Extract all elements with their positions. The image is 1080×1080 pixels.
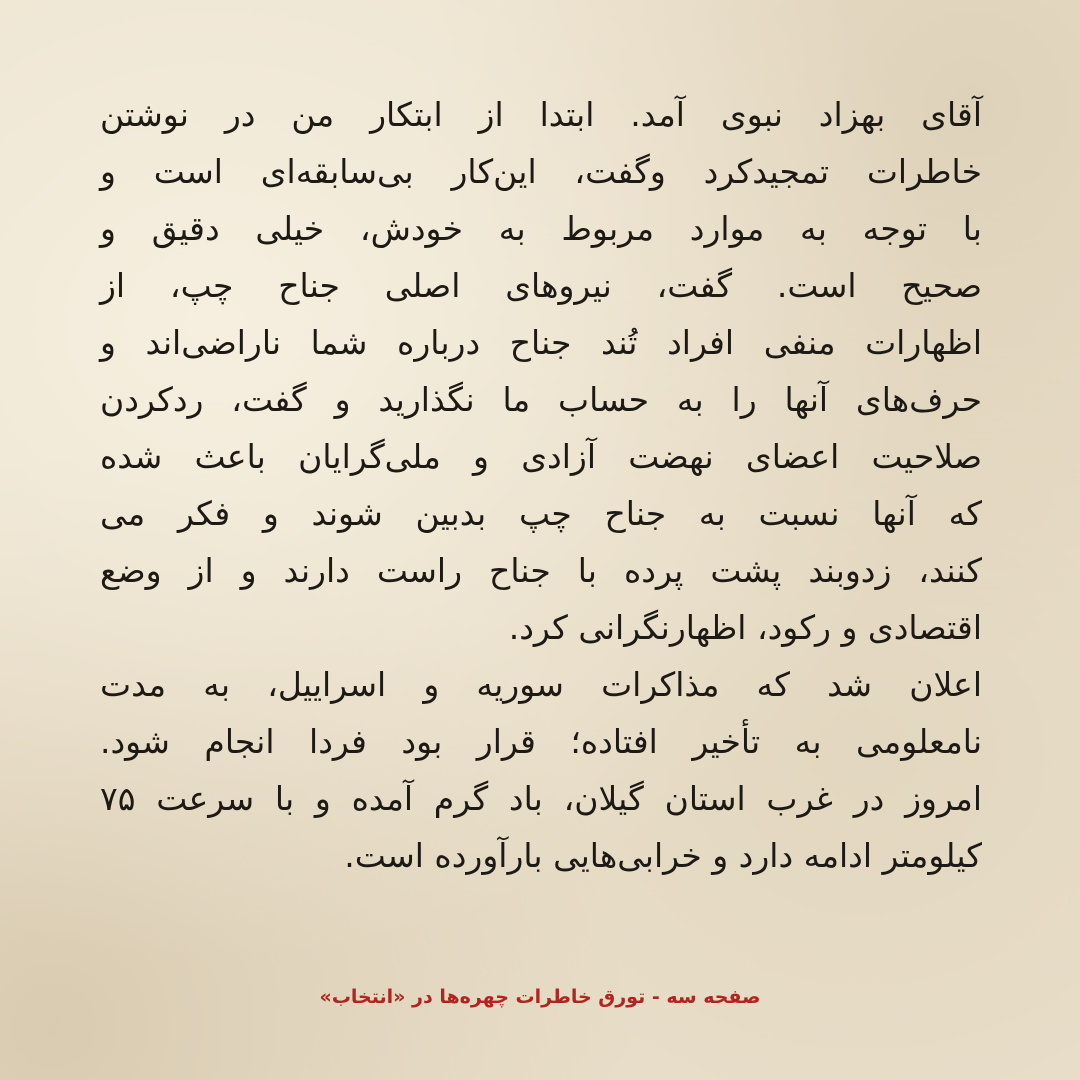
footer-caption: صفحه سه - تورق خاطرات چهره‌ها در «انتخاب» [319, 986, 761, 1008]
text-line: امروز در غرب استان گیلان، باد گرم آمده و با سرعت ۷۵ [100, 779, 982, 818]
memoir-text [100, 86, 982, 884]
text-line: اظهارات منفی افراد تُند جناح درباره شما ناراضی‌اند و [100, 323, 982, 362]
text-line: خاطرات تمجیدکرد وگفت، این‌کار بی‌سابقه‌ای است و [100, 152, 982, 191]
text-line: صحیح است. گفت، نیروهای اصلی جناح چپ، از [100, 266, 982, 305]
text-line: اعلان شد که مذاکرات سوریه و اسراییل، به مدت [100, 665, 982, 704]
text-line: حرف‌های آنها را به حساب ما نگذارید و گفت، ردکردن [100, 380, 982, 419]
text-line: که آنها نسبت به جناح چپ بدبین شوند و فکر می [100, 494, 982, 533]
text-line: کیلومتر ادامه دارد و خرابی‌هایی بارآورده است. [344, 836, 982, 875]
text-line: با توجه به موارد مربوط به خودش، خیلی دقیق و [100, 209, 982, 248]
text-line: نامعلومی به تأخیر افتاده؛ قرار بود فردا انجام شود. [100, 722, 982, 761]
text-line: کنند، زدوبند پشت پرده با جناح راست دارند و از وضع [100, 551, 982, 590]
text-line: صلاحیت اعضای نهضت آزادی و ملی‌گرایان باعث شده [100, 437, 982, 476]
text-line: آقای بهزاد نبوی آمد. ابتدا از ابتکار من در نوشتن [100, 95, 982, 134]
text-line: اقتصادی و رکود، اظهارنگرانی کرد. [508, 608, 982, 647]
